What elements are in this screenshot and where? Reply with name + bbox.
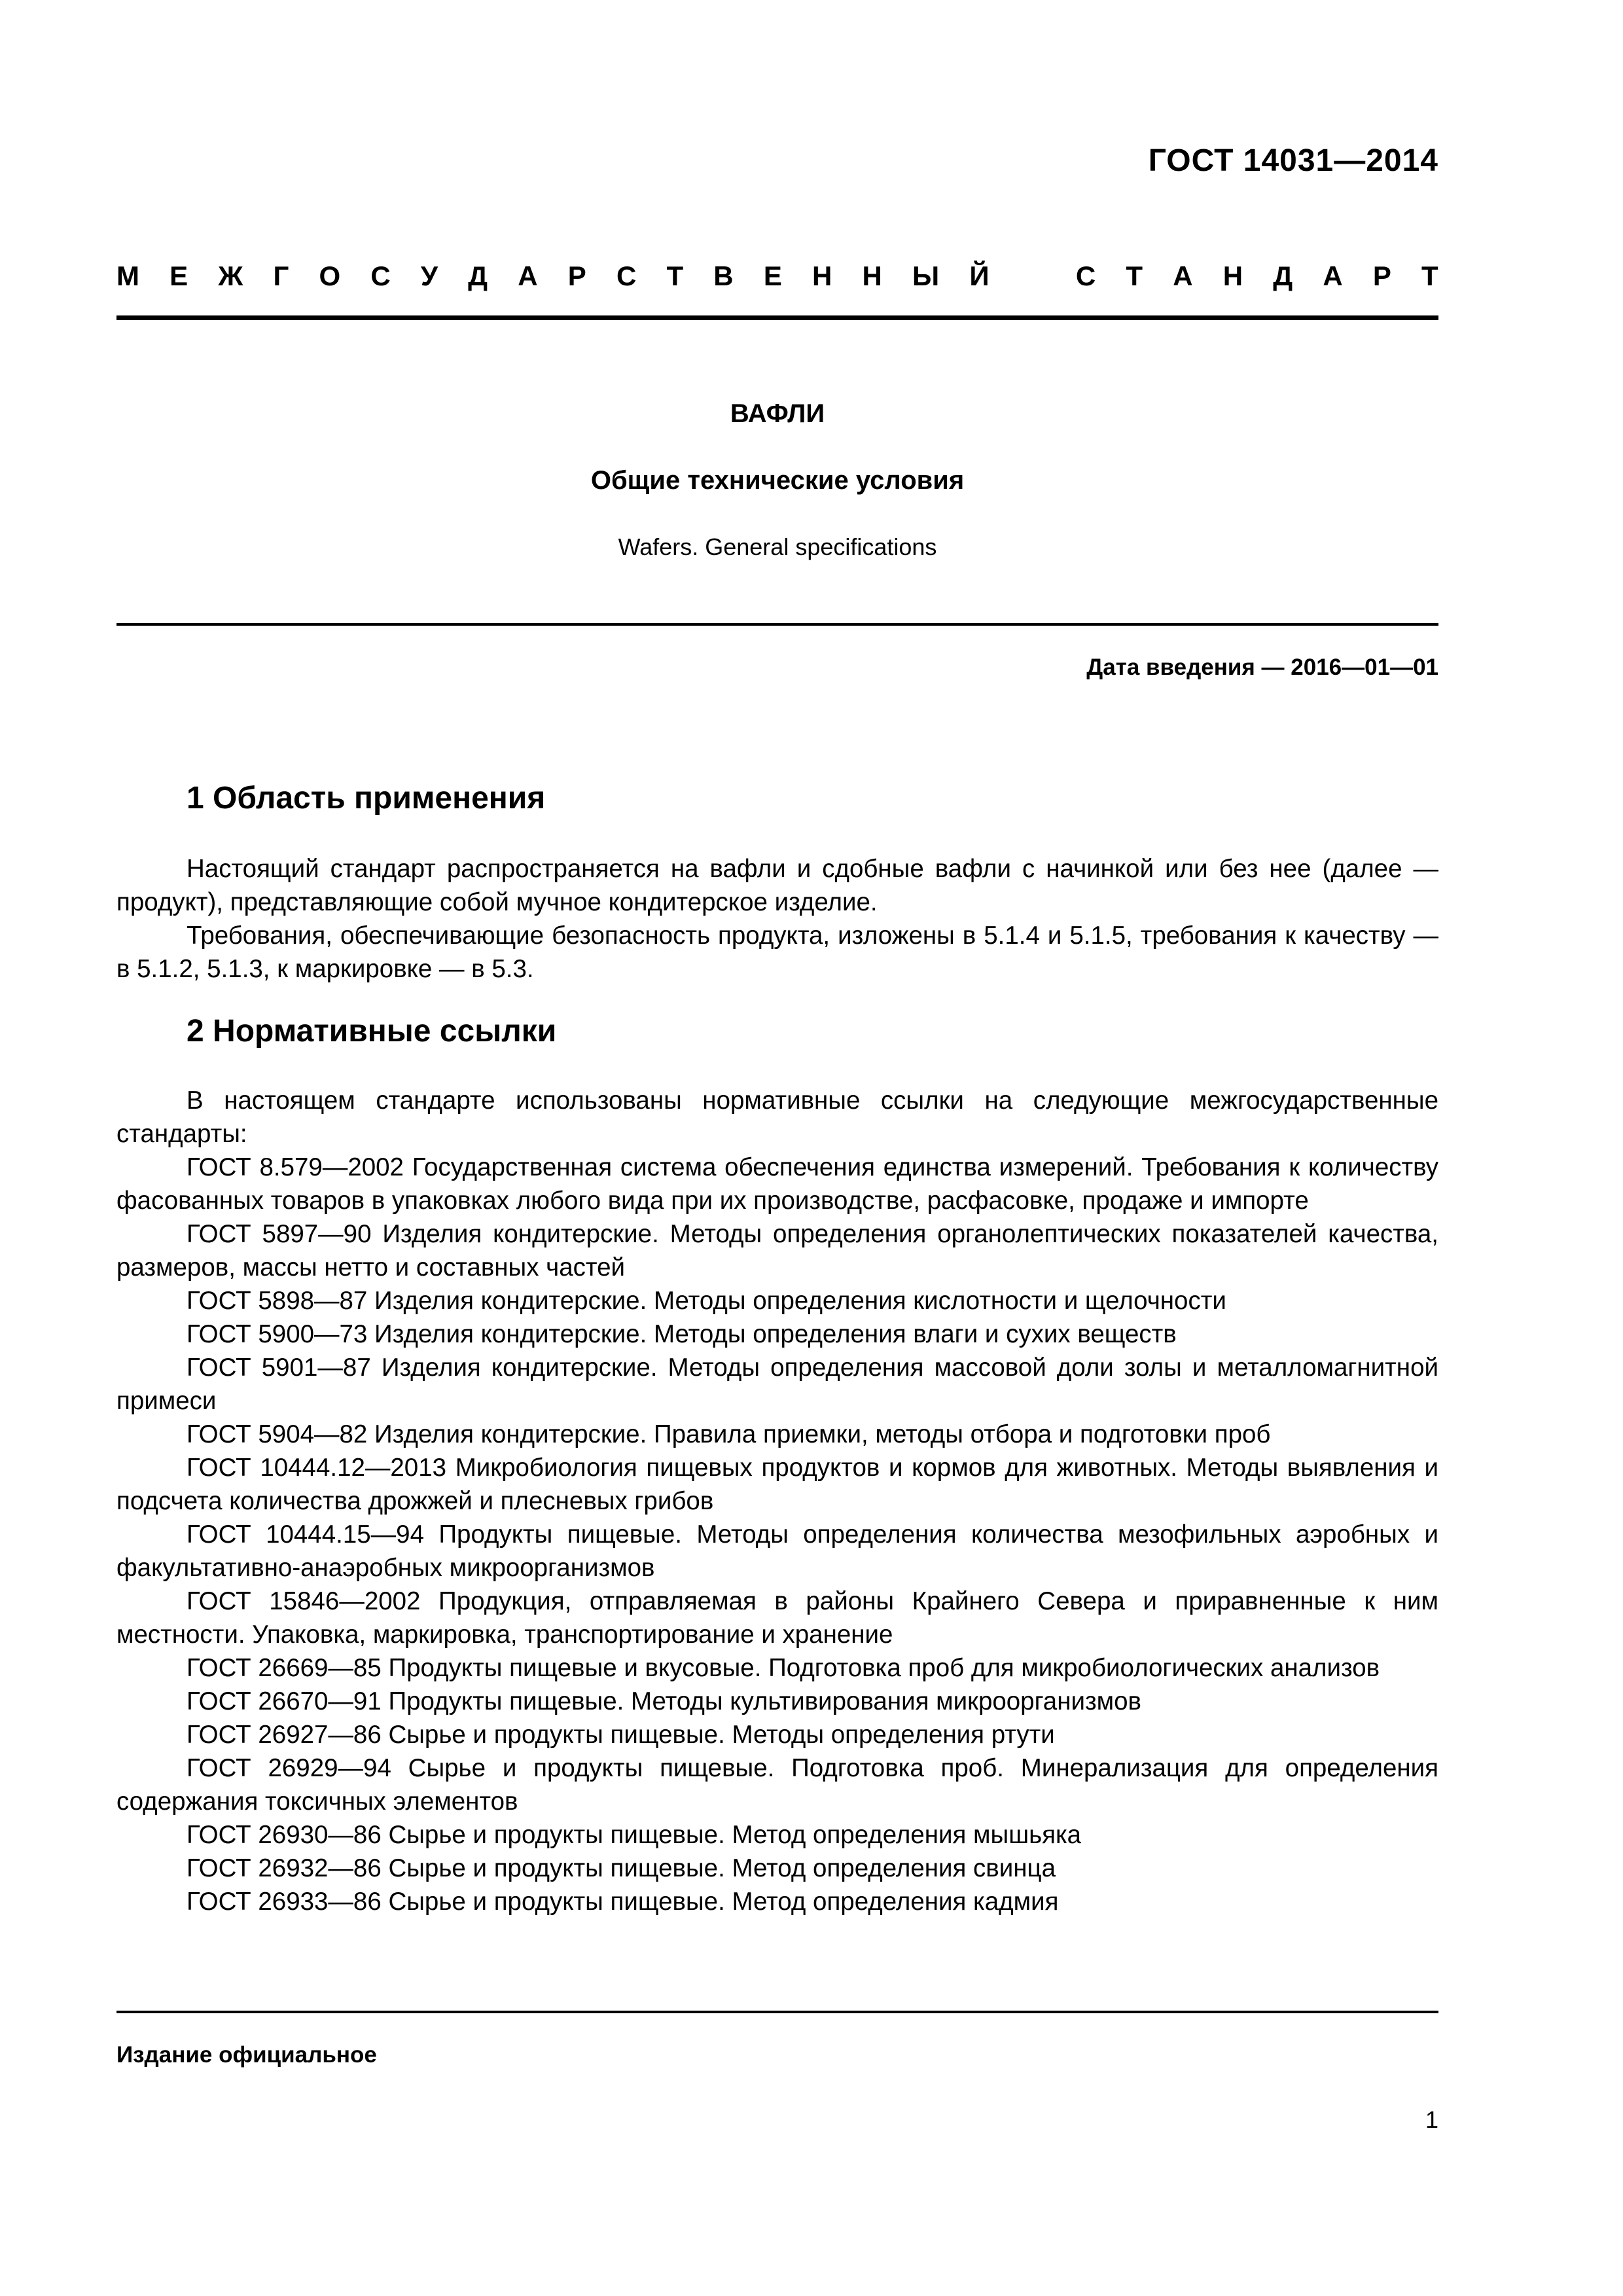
reference-item: ГОСТ 5900—73 Изделия кондитерские. Методы определения влаги и сухих веществ	[187, 1320, 1177, 1348]
section-heading-scope: 1 Область применения	[187, 781, 546, 816]
introduction-date: Дата введения — 2016—01—01	[1086, 655, 1438, 680]
reference-item: ГОСТ 5898—87 Изделия кондитерские. Методы определения кислотности и щелочности	[187, 1287, 1226, 1315]
banner-letter: У	[420, 260, 438, 291]
reference-item: ГОСТ 26669—85 Продукты пищевые и вкусовые. Подготовка проб для микробиологических анализов	[187, 1654, 1380, 1682]
page-number: 1	[1425, 2106, 1438, 2133]
banner-letter: А	[518, 260, 538, 291]
title-rule	[116, 623, 1438, 626]
banner-letter: Ы	[912, 260, 940, 291]
reference-item: ГОСТ 26932—86 Сырье и продукты пищевые. Метод определения свинца	[187, 1854, 1056, 1882]
document-title: ВАФЛИ	[730, 399, 825, 428]
banner-letter: О	[319, 260, 341, 291]
reference-item: ГОСТ 5897—90 Изделия кондитерские. Методы определения органолептических показателей качества, размеров, массы нетто и составных частей	[116, 1220, 1438, 1282]
reference-item: ГОСТ 15846—2002 Продукция, отправляемая в районы Крайнего Севера и приравненные к ним местности. Упаковка, маркировка, транспортирование и хранение	[116, 1587, 1438, 1649]
banner-letter: Д	[1273, 260, 1293, 291]
banner-letter: Н	[862, 260, 882, 291]
reference-item: ГОСТ 5904—82 Изделия кондитерские. Правила приемки, методы отбора и подготовки проб	[187, 1420, 1271, 1448]
banner-letter: Е	[169, 260, 188, 291]
banner-letter: М	[116, 260, 139, 291]
footer-rule	[116, 2011, 1438, 2013]
document-subtitle: Общие технические условия	[590, 466, 965, 495]
banner-letter: Т	[1126, 260, 1143, 291]
banner-letter: А	[1323, 260, 1343, 291]
document-number: ГОСТ 14031—2014	[1148, 143, 1438, 178]
reference-item: ГОСТ 26930—86 Сырье и продукты пищевые. Метод определения мышьяка	[187, 1821, 1082, 1849]
banner-letter: С	[1075, 260, 1096, 291]
banner-letter: Ж	[218, 260, 243, 291]
section-body-normative-references	[116, 1084, 1438, 1918]
paragraph: В настоящем стандарте использованы нормативные ссылки на следующие межгосударственные стандарты:	[116, 1086, 1438, 1148]
reference-item: ГОСТ 26670—91 Продукты пищевые. Методы культивирования микроорганизмов	[187, 1687, 1141, 1715]
reference-item: ГОСТ 10444.12—2013 Микробиология пищевых продуктов и кормов для животных. Методы выявления и подсчета количества дрожжей и плесневых грибов	[116, 1454, 1438, 1515]
header-rule	[116, 315, 1438, 320]
paragraph: Требования, обеспечивающие безопасность продукта, изложены в 5.1.4 и 5.1.5, требования к качеству — в 5.1.2, 5.1.3, к маркировке — в 5.3.	[116, 922, 1438, 983]
banner-letter: Г	[273, 260, 289, 291]
banner-letter: Т	[1421, 260, 1438, 291]
interstate-standard-banner	[116, 257, 1438, 296]
banner-letter: В	[713, 260, 734, 291]
banner-letter: С	[616, 260, 637, 291]
banner-letter: Й	[969, 260, 990, 291]
banner-letter: Н	[812, 260, 832, 291]
banner-letter: Т	[666, 260, 684, 291]
banner-letter: Д	[468, 260, 488, 291]
reference-item: ГОСТ 8.579—2002 Государственная система обеспечения единства измерений. Требования к количеству фасованных товаров в упаковках любого вида при их производстве, расфасовке, продаже и импорте	[116, 1153, 1438, 1215]
reference-item: ГОСТ 10444.15—94 Продукты пищевые. Методы определения количества мезофильных аэробных и факультативно-анаэробных микроорганизмов	[116, 1520, 1438, 1582]
banner-letter: Н	[1222, 260, 1243, 291]
banner-letter: А	[1173, 260, 1193, 291]
banner-letter: Р	[567, 260, 586, 291]
banner-letter: Р	[1372, 260, 1391, 291]
section-body-scope	[116, 852, 1438, 986]
document-english-title: Wafers. General specifications	[618, 533, 937, 560]
reference-item: ГОСТ 26933—86 Сырье и продукты пищевые. Метод определения кадмия	[187, 1888, 1059, 1916]
banner-letter: С	[370, 260, 391, 291]
reference-item: ГОСТ 5901—87 Изделия кондитерские. Методы определения массовой доли золы и металломагнитной примеси	[116, 1354, 1438, 1415]
reference-item: ГОСТ 26929—94 Сырье и продукты пищевые. Подготовка проб. Минерализация для определения содержания токсичных элементов	[116, 1754, 1438, 1816]
reference-item: ГОСТ 26927—86 Сырье и продукты пищевые. Методы определения ртути	[187, 1721, 1055, 1749]
paragraph: Настоящий стандарт распространяется на вафли и сдобные вафли с начинкой или без нее (далее — продукт), представляющие собой мучное кондитерское изделие.	[116, 855, 1438, 916]
banner-letter: Е	[763, 260, 782, 291]
section-heading-normative-references: 2 Нормативные ссылки	[187, 1014, 557, 1049]
official-edition-label: Издание официальное	[116, 2042, 377, 2068]
